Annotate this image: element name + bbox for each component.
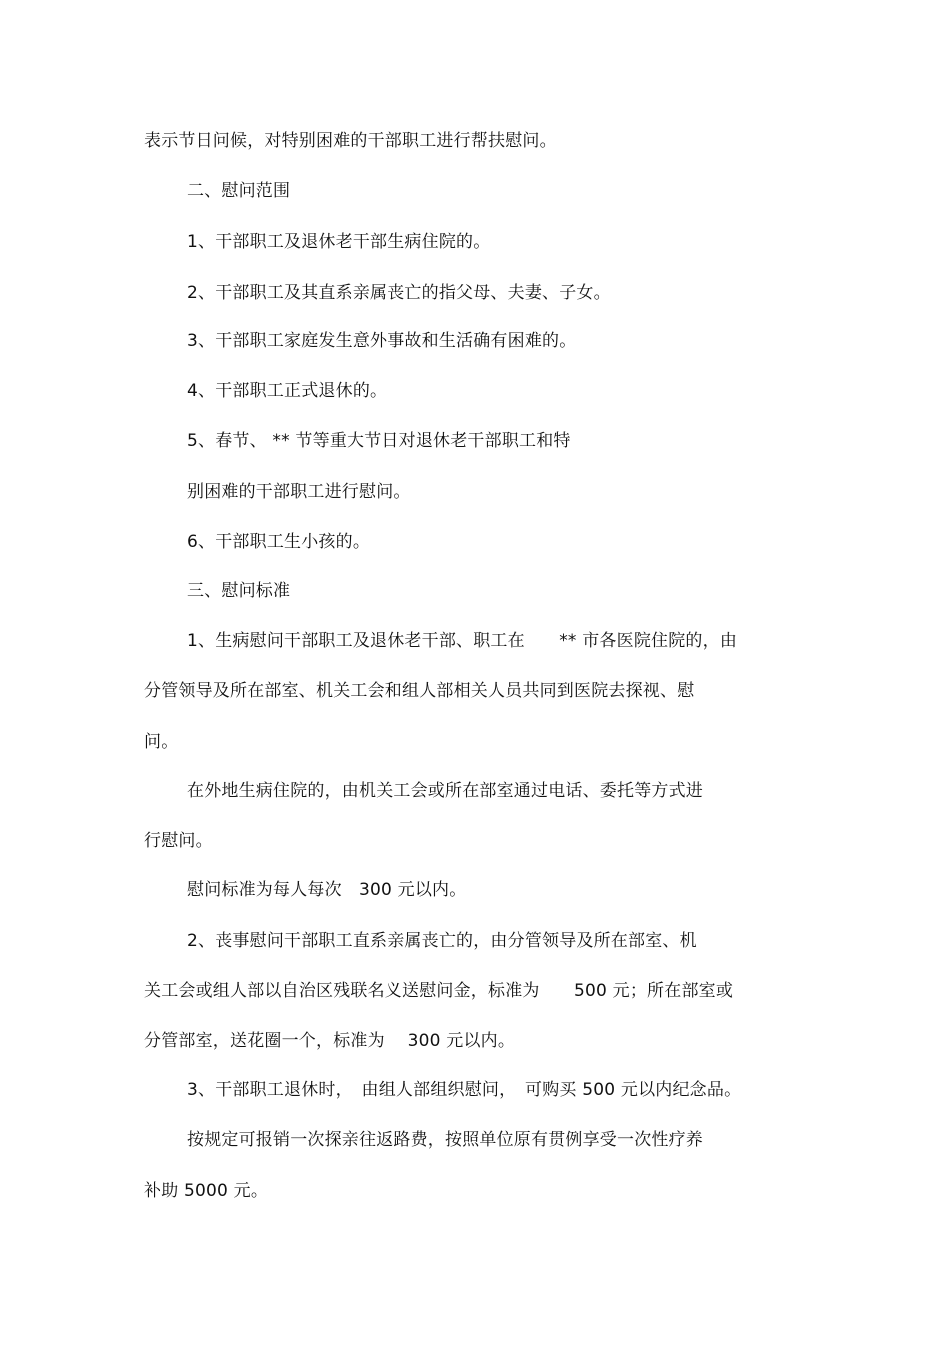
list-item: 6、干部职工生小孩的。 — [187, 532, 371, 552]
section-heading-standard: 三、慰问标准 — [187, 581, 291, 601]
list-item: 5、春节、 ** 节等重大节日对退休老干部职工和特 — [187, 431, 571, 451]
list-item: 1、干部职工及退休老干部生病住院的。 — [187, 232, 491, 252]
paragraph-line: 关工会或组人部以自治区残联名义送慰问金，标准为 500 元；所在部室或 — [144, 981, 734, 1001]
paragraph-line: 问。 — [144, 732, 179, 752]
section-heading-scope: 二、慰问范围 — [187, 181, 291, 201]
paragraph-line: 在外地生病住院的，由机关工会或所在部室通过电话、委托等方式进 — [187, 781, 703, 801]
list-item-continuation: 别困难的干部职工进行慰问。 — [187, 482, 411, 502]
paragraph-line: 按规定可报销一次探亲往返路费，按照单位原有贯例享受一次性疗养 — [187, 1130, 703, 1150]
list-item: 4、干部职工正式退休的。 — [187, 381, 388, 401]
paragraph-line: 表示节日问候，对特别困难的干部职工进行帮扶慰问。 — [144, 131, 557, 151]
list-item: 2、干部职工及其直系亲属丧亡的指父母、夫妻、子女。 — [187, 283, 611, 303]
list-item: 3、干部职工家庭发生意外事故和生活确有困难的。 — [187, 331, 577, 351]
paragraph-line: 慰问标准为每人每次 300 元以内。 — [187, 880, 467, 900]
paragraph-line: 1、生病慰问干部职工及退休老干部、职工在 ** 市各医院住院的，由 — [187, 631, 738, 651]
paragraph-line: 补助 5000 元。 — [144, 1181, 269, 1201]
paragraph-line: 3、干部职工退休时， 由组人部组织慰问， 可购买 500 元以内纪念品。 — [187, 1080, 742, 1100]
paragraph-line: 分管部室，送花圈一个，标准为 300 元以内。 — [144, 1031, 516, 1051]
paragraph-line: 行慰问。 — [144, 831, 213, 851]
paragraph-line: 2、丧事慰问干部职工直系亲属丧亡的，由分管领导及所在部室、机 — [187, 931, 697, 951]
paragraph-line: 分管领导及所在部室、机关工会和组人部相关人员共同到医院去探视、慰 — [144, 681, 695, 701]
